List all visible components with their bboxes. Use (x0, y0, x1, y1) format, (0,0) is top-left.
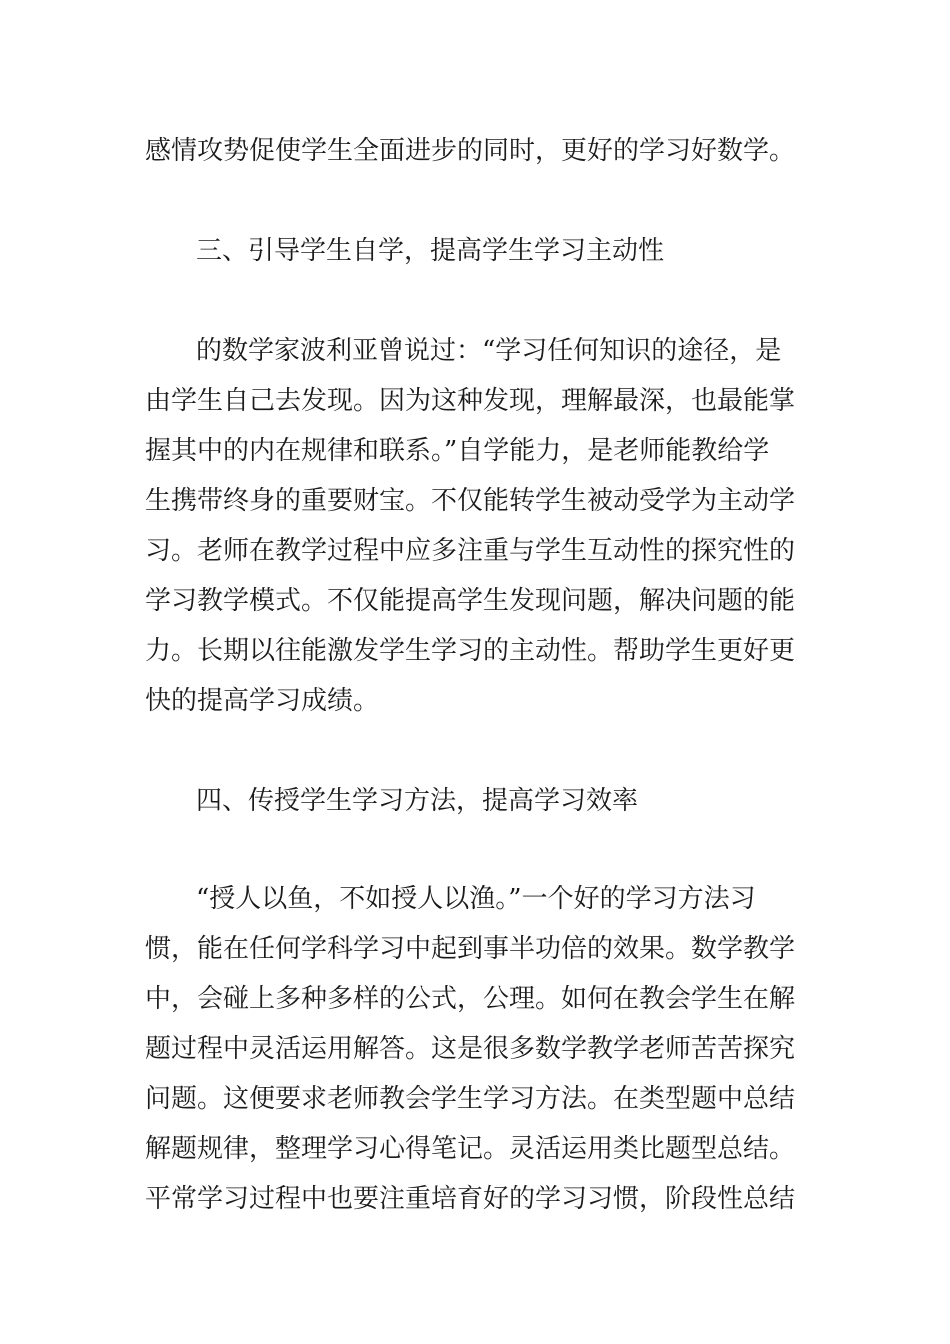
paragraph-line: “授人以鱼，不如授人以渔。”一个好的学习方法习 (196, 884, 756, 914)
section-heading-4: 四、传授学生学习方法，提高学习效率 (196, 786, 639, 816)
paragraph-line: 解题规律，整理学习心得笔记。灵活运用类比题型总结。 (145, 1134, 796, 1164)
paragraph-line: 学习教学模式。不仅能提高学生发现问题，解决问题的能 (145, 586, 796, 616)
paragraph-line: 由学生自己去发现。因为这种发现，理解最深，也最能掌 (145, 386, 796, 416)
paragraph-line: 生携带终身的重要财宝。不仅能转学生被动受学为主动学 (145, 486, 796, 516)
paragraph-line: 感情攻势促使学生全面进步的同时，更好的学习好数学。 (145, 136, 796, 166)
paragraph-line: 快的提高学习成绩。 (145, 686, 380, 716)
paragraph-line: 中，会碰上多种多样的公式，公理。如何在教会学生在解 (145, 984, 796, 1014)
paragraph-line: 的数学家波利亚曾说过：“学习任何知识的途径，是 (196, 336, 782, 366)
paragraph-line: 平常学习过程中也要注重培育好的学习习惯，阶段性总结 (145, 1184, 796, 1214)
section-heading-3: 三、引导学生自学，提高学生学习主动性 (196, 236, 665, 266)
paragraph-line: 习。老师在教学过程中应多注重与学生互动性的探究性的 (145, 536, 796, 566)
paragraph-line: 惯，能在任何学科学习中起到事半功倍的效果。数学教学 (145, 934, 796, 964)
paragraph-line: 题过程中灵活运用解答。这是很多数学教学老师苦苦探究 (145, 1034, 796, 1064)
paragraph-line: 力。长期以往能激发学生学习的主动性。帮助学生更好更 (145, 636, 796, 666)
paragraph-line: 问题。这便要求老师教会学生学习方法。在类型题中总结 (145, 1084, 796, 1114)
paragraph-line: 握其中的内在规律和联系。”自学能力，是老师能教给学 (145, 436, 770, 466)
